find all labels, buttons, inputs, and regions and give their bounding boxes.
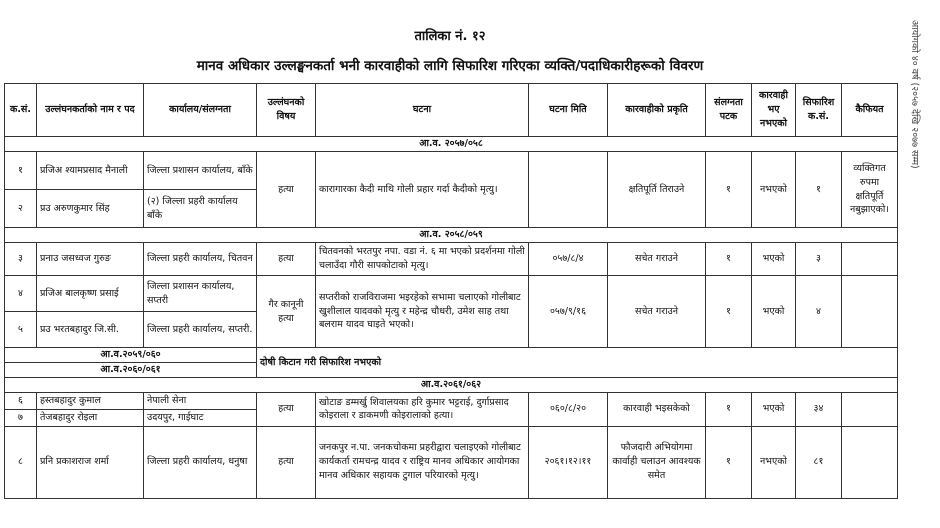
header-times: संलग्नता पटक <box>706 84 752 137</box>
cell-incident: कारागारका कैदी माथि गोली प्रहार गर्दा कैदीको मृत्यु। <box>316 152 529 228</box>
header-name: उल्लंघनकर्ताको नाम र पद <box>37 84 144 137</box>
header-action: कारवाही भए नभएको <box>752 84 796 137</box>
table-title: तालिका नं. १२ <box>414 29 486 44</box>
fiscal-year-label: आ.व.२०६१/०६२ <box>5 378 898 393</box>
cell-subject: हत्या <box>257 152 316 228</box>
cell-action: भएको <box>752 243 796 276</box>
cell-office: जिल्ला प्रहरी कार्यालय, चितवन <box>144 243 257 276</box>
table-row <box>5 426 898 498</box>
cell-nature: सचेत गराउने <box>608 243 706 276</box>
header-row <box>5 84 898 137</box>
fiscal-year-row <box>5 378 898 393</box>
header-subject: उल्लंघनको विषय <box>257 84 316 137</box>
cell-recno: ३४ <box>796 393 842 427</box>
header-nature: कारवाहीको प्रकृति <box>608 84 706 137</box>
cell-remarks <box>842 243 898 276</box>
cell-remarks <box>842 276 898 348</box>
header-sn: क.सं. <box>5 84 37 137</box>
cell-sn: २ <box>5 190 37 228</box>
cell-office: जिल्ला प्रहरी कार्यालय, सप्तरी. <box>144 312 257 348</box>
cell-subject: हत्या <box>257 393 316 427</box>
table-row <box>5 243 898 276</box>
cell-incident: जनकपुर न.पा. जनकचोकमा प्रहरीद्वारा चलाइएको गोलीबाट कार्यकर्ता रामचन्द्र यादव र राष्ट्रिय मानव अधिकार आयोगका मानव अधिकार सहायक टुगाल परियारको मृत्यु। <box>316 426 529 498</box>
cell-date: ०५७/८/४ <box>529 243 608 276</box>
cell-action: नभएको <box>752 152 796 228</box>
fiscal-year-label: आ.व.२०५९/०६० <box>5 348 257 363</box>
cell-office: नेपाली सेना <box>144 393 257 410</box>
fiscal-year-label: आ.व. २०५८/०५९ <box>5 228 898 243</box>
fiscal-year-label: आ.व.२०६०/०६१ <box>5 363 257 378</box>
cell-subject: गैर कानूनी हत्या <box>257 276 316 348</box>
fiscal-year-row <box>5 228 898 243</box>
cell-action: नभएको <box>752 426 796 498</box>
cell-name: प्रनि प्रकाशराज शर्मा <box>37 426 144 498</box>
cell-remarks <box>842 393 898 427</box>
cell-date: ०५७/९/१६ <box>529 276 608 348</box>
cell-times: १ <box>706 426 752 498</box>
cell-nature: सचेत गराउने <box>608 276 706 348</box>
cell-name: प्रउ अरुणकुमार सिंह <box>37 190 144 228</box>
cell-office: जिल्ला प्रशासन कार्यालय, सप्तरी <box>144 276 257 312</box>
header-date: घटना मिति <box>529 84 608 137</box>
header-incident: घटना <box>316 84 529 137</box>
cell-times: १ <box>706 152 752 228</box>
cell-action: भएको <box>752 276 796 348</box>
cell-date: ०६०/८/२० <box>529 393 608 427</box>
cell-incident: खोटाङ डम्मर्खु शिवालयका हरि कुमार भट्टराई, दुर्गाप्रसाद कोइराला र डाकमणी कोइरालाको हत्या। <box>316 393 529 427</box>
cell-recno: ३ <box>796 243 842 276</box>
header-remarks: कैफियत <box>842 84 898 137</box>
cell-times: १ <box>706 243 752 276</box>
cell-recno: ८१ <box>796 426 842 498</box>
fiscal-year-label: आ.व. २०५७/०५८ <box>5 137 898 152</box>
table-subtitle: मानव अधिकार उल्लङ्घनकर्ता भनी कारवाहीको लागि सिफारिश गरिएका व्यक्ति/पदाधिकारीहरूको विवरण <box>196 58 704 74</box>
cell-nature: फौजदारी अभियोगमा कार्वाही चलाउन आवश्यक समेत <box>608 426 706 498</box>
cell-incident: चितवनको भरतपुर नपा. वडा नं. ६ मा भएको प्रदर्शनमा गोली चलाउँदा गौरी सापकोटाको मृत्यु। <box>316 243 529 276</box>
cell-name: तेजबहादुर रोइला <box>37 409 144 426</box>
cell-recno: १ <box>796 152 842 228</box>
fiscal-year-row <box>5 137 898 152</box>
cell-name: प्रजिअ श्यामप्रसाद मैनाली <box>37 152 144 190</box>
cell-sn: ७ <box>5 409 37 426</box>
cell-sn: ६ <box>5 393 37 410</box>
cell-sn: ८ <box>5 426 37 498</box>
cell-sn: ३ <box>5 243 37 276</box>
cell-sn: ४ <box>5 276 37 312</box>
cell-times: १ <box>706 276 752 348</box>
fiscal-year-row <box>5 348 898 363</box>
cell-times: १ <box>706 393 752 427</box>
cell-name: प्रनाउ जसध्वज गुरुङ <box>37 243 144 276</box>
side-page-note: आयोगको ४० वर्ष (२०५७ देखि २०७७ सम्म) <box>909 20 920 169</box>
cell-date: २०६१।१२।११ <box>529 426 608 498</box>
recommendation-table <box>4 83 898 499</box>
cell-office: जिल्ला प्रहरी कार्यालय, धनुषा <box>144 426 257 498</box>
cell-remarks <box>842 426 898 498</box>
cell-office: उदयपुर, गाईघाट <box>144 409 257 426</box>
cell-sn: १ <box>5 152 37 190</box>
cell-nature: क्षतिपूर्ति तिराउने <box>608 152 706 228</box>
cell-subject: हत्या <box>257 426 316 498</box>
cell-sn: ५ <box>5 312 37 348</box>
cell-recno: ४ <box>796 276 842 348</box>
cell-incident: सप्तरीको राजविराजमा भइरहेको सभामा चलाएको गोलीबाट खुशीलाल यादवको मृत्यु र महेन्द्र चौधरी, उमेश साह तथा बलराम यादव घाइते भएको। <box>316 276 529 348</box>
cell-subject: हत्या <box>257 243 316 276</box>
cell-name: हस्तबहादुर कुमाल <box>37 393 144 410</box>
cell-name: प्रजिअ बालकृष्ण प्रसाई <box>37 276 144 312</box>
table-row <box>5 152 898 190</box>
cell-date <box>529 152 608 228</box>
header-office: कार्यालय/संलग्नता <box>144 84 257 137</box>
cell-office: जिल्ला प्रशासन कार्यालय, बाँके <box>144 152 257 190</box>
no-recommendation-note: दोषी किटान गरी सिफारिश नभएको <box>257 348 898 378</box>
table-row <box>5 276 898 312</box>
cell-remarks: व्यक्तिगत रुपमा क्षतिपूर्ति नबुझाएको। <box>842 152 898 228</box>
table-row <box>5 393 898 410</box>
cell-action: भएको <box>752 393 796 427</box>
cell-office: (२) जिल्ला प्रहरी कार्यालय बाँके <box>144 190 257 228</box>
cell-name: प्रउ भरतबहादुर जि.सी. <box>37 312 144 348</box>
cell-nature: कारवाही भइसकेको <box>608 393 706 427</box>
header-recno: सिफारिश क.सं. <box>796 84 842 137</box>
